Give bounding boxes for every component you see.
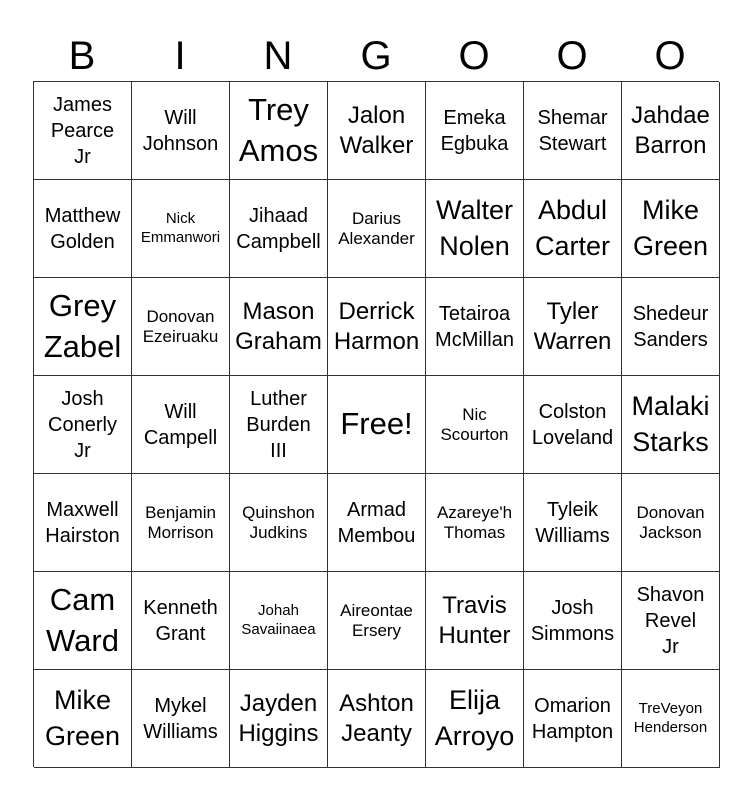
header-letter-o-2: O	[556, 34, 588, 78]
bingo-cell-label: Shedeur Sanders	[632, 302, 709, 351]
bingo-cell[interactable]	[622, 82, 720, 180]
bingo-cell[interactable]	[622, 278, 720, 376]
bingo-cell[interactable]	[230, 180, 328, 278]
bingo-cell-label: Emeka Egbuka	[440, 106, 509, 155]
bingo-cell-label: Nic Scourton	[440, 404, 509, 444]
bingo-cell[interactable]	[132, 572, 230, 670]
header-letter-o-3: O	[654, 34, 686, 78]
bingo-cell[interactable]	[426, 376, 524, 474]
bingo-cell[interactable]	[34, 572, 132, 670]
bingo-cell[interactable]	[230, 474, 328, 572]
header-letter-n: N	[263, 34, 293, 78]
bingo-cell[interactable]	[426, 572, 524, 670]
bingo-cell-label: Mike Green	[44, 685, 121, 751]
bingo-cell-label: Mykel Williams	[143, 694, 218, 743]
bingo-cell[interactable]	[622, 180, 720, 278]
bingo-cell[interactable]	[328, 278, 426, 376]
free-space-cell[interactable]	[328, 376, 426, 474]
bingo-cell-label: Donovan Ezeiruaku	[142, 306, 219, 346]
bingo-cell-label: Aireontae Ersery	[340, 600, 413, 640]
header-letter-i: I	[174, 34, 186, 78]
bingo-cell-label: Walter Nolen	[435, 195, 513, 261]
bingo-cell[interactable]	[524, 278, 622, 376]
bingo-cell[interactable]	[328, 82, 426, 180]
bingo-cell-label: Shemar Stewart	[537, 106, 608, 155]
bingo-cell-label: Jahdae Barron	[631, 101, 710, 159]
bingo-board	[33, 81, 719, 767]
bingo-cell-label: Luther Burden III	[246, 387, 311, 462]
bingo-cell[interactable]	[328, 572, 426, 670]
bingo-cell[interactable]	[230, 670, 328, 768]
bingo-cell[interactable]	[132, 474, 230, 572]
bingo-cell[interactable]	[426, 670, 524, 768]
bingo-cell[interactable]	[524, 670, 622, 768]
bingo-cell-label: Will Campell	[143, 400, 218, 449]
bingo-cell-label: Shavon Revel Jr	[636, 583, 705, 658]
bingo-cell-label: Azareye'h Thomas	[436, 502, 513, 542]
bingo-cell[interactable]	[230, 82, 328, 180]
header-letter-g: G	[360, 34, 392, 78]
bingo-cell[interactable]	[426, 474, 524, 572]
bingo-cell-label: Mike Green	[632, 195, 709, 261]
bingo-cell[interactable]	[328, 180, 426, 278]
bingo-cell[interactable]	[34, 278, 132, 376]
bingo-cell[interactable]	[426, 180, 524, 278]
bingo-cell[interactable]	[622, 572, 720, 670]
bingo-cell-label: Darius Alexander	[338, 208, 415, 248]
bingo-cell[interactable]	[622, 670, 720, 768]
bingo-cell[interactable]	[132, 180, 230, 278]
bingo-cell-label: Mason Graham	[235, 297, 322, 355]
bingo-cell[interactable]	[328, 670, 426, 768]
bingo-cell[interactable]	[34, 82, 132, 180]
bingo-cell-label: Cam Ward	[46, 582, 119, 658]
bingo-cell[interactable]	[524, 376, 622, 474]
bingo-cell[interactable]	[524, 474, 622, 572]
bingo-header	[33, 30, 719, 82]
bingo-cell-label: Colston Loveland	[531, 400, 614, 449]
bingo-cell-label: Josh Conerly Jr	[48, 387, 117, 462]
bingo-cell-label: Jalon Walker	[339, 101, 414, 159]
bingo-cell[interactable]	[132, 278, 230, 376]
bingo-cell-label: Matthew Golden	[44, 204, 121, 253]
bingo-cell[interactable]	[622, 376, 720, 474]
bingo-cell-label: Tyleik Williams	[535, 498, 610, 547]
bingo-cell[interactable]	[426, 278, 524, 376]
bingo-cell-label: James Pearce Jr	[50, 93, 115, 168]
bingo-cell-label: Tetairoa McMillan	[435, 302, 514, 351]
bingo-cell-label: Kenneth Grant	[143, 596, 218, 645]
bingo-cell-label: Tyler Warren	[533, 297, 612, 355]
bingo-cell-label: Benjamin Morrison	[145, 502, 216, 542]
header-letter-o-1: O	[458, 34, 490, 78]
bingo-cell[interactable]	[230, 376, 328, 474]
bingo-cell-label: Free!	[340, 406, 413, 442]
bingo-cell-label: Elija Arroyo	[434, 685, 515, 751]
bingo-cell[interactable]	[328, 474, 426, 572]
bingo-cell[interactable]	[524, 82, 622, 180]
bingo-cell[interactable]	[34, 474, 132, 572]
bingo-cell-label: Johah Savaiinaea	[241, 601, 316, 638]
bingo-cell[interactable]	[132, 82, 230, 180]
bingo-cell-label: Quinshon Judkins	[242, 502, 315, 542]
bingo-cell[interactable]	[132, 376, 230, 474]
bingo-cell[interactable]	[230, 572, 328, 670]
bingo-cell[interactable]	[132, 670, 230, 768]
bingo-cell-label: TreVeyon Henderson	[633, 699, 708, 736]
header-letter-b: B	[68, 34, 96, 78]
bingo-cell-label: Will Johnson	[142, 106, 219, 155]
bingo-cell-label: Donovan Jackson	[636, 502, 705, 542]
bingo-cell-label: Malaki Starks	[631, 391, 710, 457]
bingo-cell-label: Omarion Hampton	[531, 694, 614, 743]
bingo-cell[interactable]	[622, 474, 720, 572]
bingo-cell-label: Travis Hunter	[438, 591, 511, 649]
bingo-cell[interactable]	[34, 376, 132, 474]
bingo-cell[interactable]	[230, 278, 328, 376]
bingo-cell[interactable]	[34, 670, 132, 768]
bingo-cell-label: Jihaad Campbell	[236, 204, 321, 253]
bingo-cell[interactable]	[524, 572, 622, 670]
bingo-cell-label: Grey Zabel	[43, 288, 122, 364]
bingo-cell-label: Derrick Harmon	[333, 297, 420, 355]
bingo-cell-label: Josh Simmons	[530, 596, 615, 645]
bingo-cell-label: Armad Membou	[337, 498, 416, 547]
bingo-cell-label: Nick Emmanwori	[140, 209, 221, 246]
bingo-cell-label: Maxwell Hairston	[45, 498, 120, 547]
bingo-cell-label: Abdul Carter	[534, 195, 610, 261]
bingo-cell-label: Jayden Higgins	[238, 689, 319, 747]
bingo-cell[interactable]	[426, 82, 524, 180]
bingo-cell-label: Trey Amos	[238, 92, 319, 168]
bingo-cell-label: Ashton Jeanty	[339, 689, 414, 747]
bingo-cell[interactable]	[524, 180, 622, 278]
bingo-cell[interactable]	[34, 180, 132, 278]
